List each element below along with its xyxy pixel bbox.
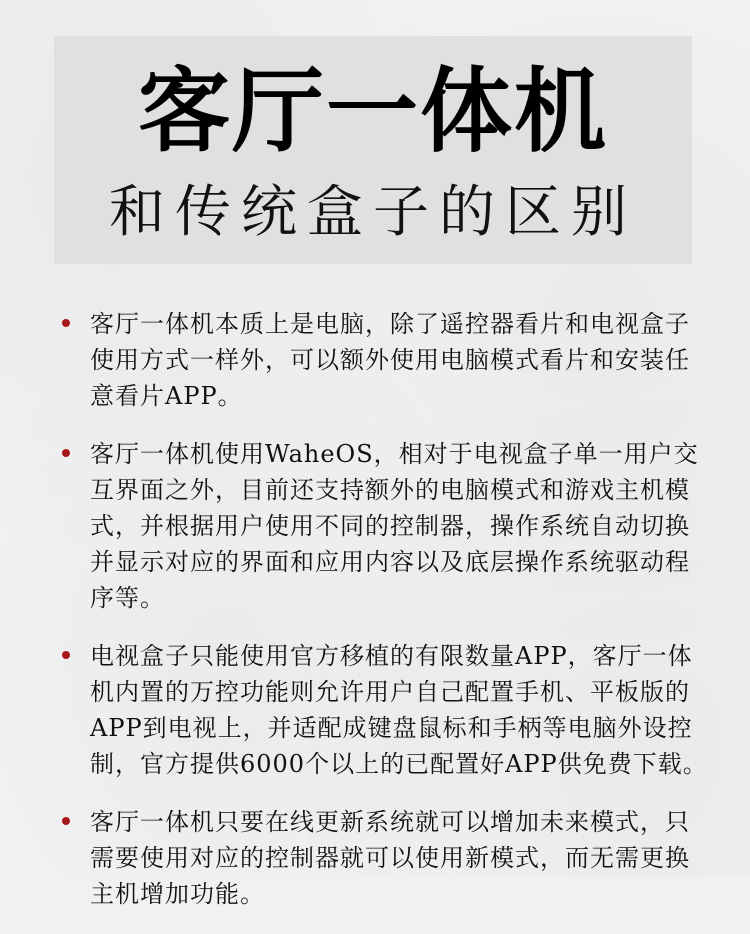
list-item bbox=[58, 638, 708, 782]
bullet-text: 客厅一体机只要在线更新系统就可以增加未来模式，只需要使用对应的控制器就可以使用新模式，而无需更换主机增加功能。 bbox=[90, 808, 690, 908]
bullet-list bbox=[58, 306, 708, 934]
page-title: 客厅一体机 bbox=[137, 58, 608, 165]
bullet-dot-icon bbox=[62, 449, 70, 457]
list-item bbox=[58, 436, 708, 616]
bullet-dot-icon bbox=[62, 651, 70, 659]
page-subtitle: 和传统盒子的区别 bbox=[109, 180, 637, 245]
bullet-dot-icon bbox=[62, 817, 70, 825]
bullet-text: 客厅一体机使用WaheOS，相对于电视盒子单一用户交互界面之外，目前还支持额外的电脑模式和游戏主机模式，并根据用户使用不同的控制器，操作系统自动切换并显示对应的界面和应用内容以及底层操作系统驱动程序等。 bbox=[90, 440, 699, 612]
list-item bbox=[58, 306, 708, 414]
list-item bbox=[58, 804, 708, 912]
bullet-text: 电视盒子只能使用官方移植的有限数量APP，客厅一体机内置的万控功能则允许用户自己配置手机、平板版的APP到电视上，并适配成键盘鼠标和手柄等电脑外设控制，官方提供6000个以上的已配置好APP供免费下载。 bbox=[90, 642, 708, 778]
bullet-text: 客厅一体机本质上是电脑，除了遥控器看片和电视盒子使用方式一样外，可以额外使用电脑模式看片和安装任意看片APP。 bbox=[90, 310, 690, 410]
bullet-dot-icon bbox=[62, 319, 70, 327]
